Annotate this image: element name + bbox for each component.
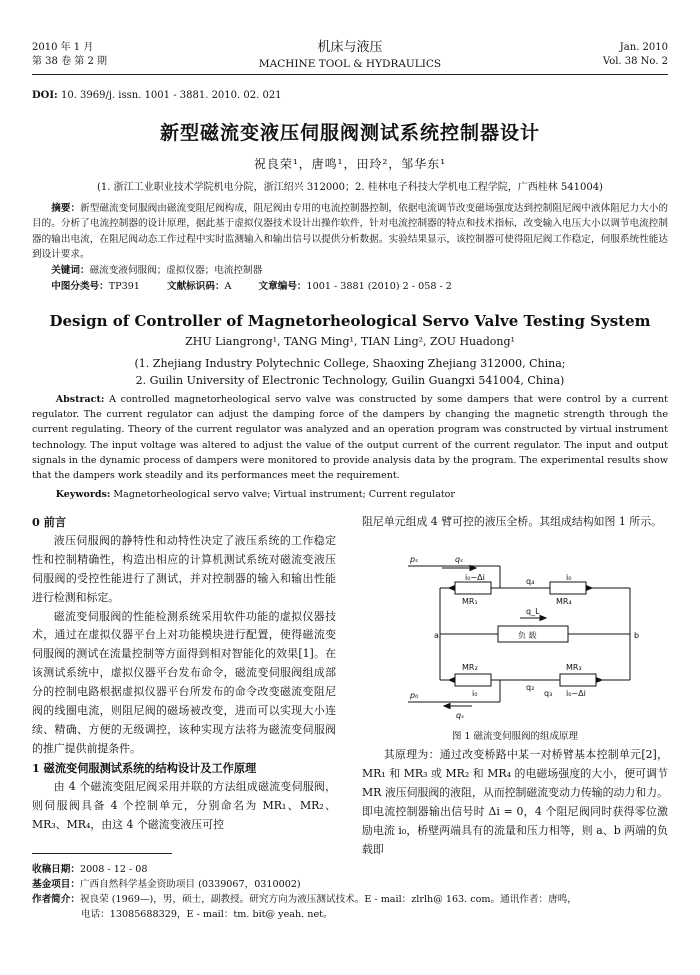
abstract-cn-label: 摘要： xyxy=(51,203,81,214)
header-journal-cn: 机床与液压 xyxy=(317,40,383,55)
authors-cn: 祝良荣¹，唐鸣¹，田玲²，邹华东¹ xyxy=(253,157,447,171)
header-right-line1: Jan. 2010 xyxy=(619,42,668,53)
clc-value: TP391 xyxy=(108,281,140,292)
mr1-block xyxy=(455,582,491,594)
footnote-bio-line2: 电话：13085688329，E - mail：tm. bit@ yeah. net。 xyxy=(81,909,333,920)
doi-value: 10. 3969/j. issn. 1001 - 3881. 2010. 02. 021 xyxy=(60,90,282,101)
section-1-title: 1 磁流变伺服测试系统的结构设计及工作原理 xyxy=(32,760,257,775)
keywords-cn-label: 关键词： xyxy=(51,265,90,276)
label-mr1: MR₁ xyxy=(462,597,478,606)
fund-label: 基金项目： xyxy=(32,879,80,890)
load-arrowhead xyxy=(540,616,546,621)
header-right-line2: Vol. 38 No. 2 xyxy=(602,56,668,67)
label-q4: q₄ xyxy=(526,577,535,586)
classification-cn xyxy=(32,279,668,294)
label-q0: qₛ xyxy=(456,711,465,720)
mr3-block xyxy=(560,674,596,686)
clc-label: 中图分类号： xyxy=(51,281,109,292)
doc-code-value: A xyxy=(224,281,232,292)
footnote-received xyxy=(32,862,668,877)
label-mr3: MR₃ xyxy=(566,663,582,672)
doi-label: DOI: xyxy=(32,90,58,101)
footnote-rule xyxy=(32,853,172,854)
label-q3: q₃ xyxy=(544,689,553,698)
left-column xyxy=(32,513,336,834)
affiliation-en-line2: 2. Guilin University of Electronic Technology, Guilin Guangxi 541004, China) xyxy=(135,374,565,387)
bio-label: 作者简介： xyxy=(32,894,80,905)
right-column-top xyxy=(362,513,668,532)
affiliation-en-line1: (1. Zhejiang Industry Polytechnic College, Shaoxing Zhejiang 312000, China; xyxy=(134,357,566,370)
return-arrowhead xyxy=(444,704,450,709)
right-paragraph-1: 阻尼单元组成 4 臂可控的液压全桥。其组成结构如图 1 所示。 xyxy=(362,515,662,528)
article-no-value: 1001 - 3881 (2010) 2 - 058 - 2 xyxy=(306,281,452,292)
abstract-en-label: Abstract: xyxy=(55,394,105,405)
bio-value: 祝良荣 (1969—)，男，硕士，副教授。研究方向为液压测试技术。E - mail：zlrlh@ 163. com。通讯作者：唐鸣， xyxy=(79,894,577,905)
left-paragraph-1: 液压伺服阀的静特性和动特性决定了液压系统的工作稳定性和控制精确性，构造出相应的计算机测试系统对磁流变液压伺服阀的受控性能进行了测试，并对控制器的输入和输出性能进行检测和标定。 xyxy=(32,533,336,604)
left-paragraph-2: 磁流变伺服阀的性能检测系统采用软件功能的虚拟仪器技术，通过在虚拟仪器平台上对功能模块进行配置，使得磁流变伺服阀的测试在流量控制等方面得到相对智能化的效果[1]。在该测试系统中，虚拟仪器平台发布命令，磁流变伺服阀组成部分的控制电路根据虚拟仪器平台所发布的命令改变磁流变阻尼阀的线圈电流，则阻尼阀的磁场被改变，进而可以实现大小连续、精确、方便的无级调控，该种实现方法将为磁流变伺服阀的推广提供前提条件。 xyxy=(32,609,336,755)
label-i0-bottom: i₀ xyxy=(472,689,478,698)
label-ps: pₛ xyxy=(410,555,419,564)
label-qs: qₛ xyxy=(455,555,464,564)
label-load: 负 载 xyxy=(518,631,537,640)
affiliation-cn: (1. 浙江工业职业技术学院机电分院，浙江绍兴 312000；2. 桂林电子科技大学机电工程学院，广西桂林 541004) xyxy=(97,182,603,193)
abstract-en xyxy=(32,392,668,483)
label-i0-minus-bottom: i₀−Δi xyxy=(566,689,586,698)
label-b: b xyxy=(634,631,640,640)
label-a: a xyxy=(434,631,439,640)
fund-value: 广西自然科学基金资助项目 (0339067，0310002) xyxy=(79,879,301,890)
footnote-fund xyxy=(32,877,668,892)
label-p0: p₀ xyxy=(410,691,419,700)
abstract-cn xyxy=(32,201,668,262)
abstract-en-text: A controlled magnetorheological servo valve was constructed by some dampers that were control by a current regulator. The current regulator can adjust the damping force of the dampers by changing the magnetic strength through the current regulating. Theory of the current regulator was analyzed and an operation program was constructed by virtual instrument technology. The input voltage was altered to adjust the value of the output current of the current regulator. The input and output signals in the dynamic process of dampers were monitored to provide analysis data by the program. The experimental results show that the dampers work steadily and its performances meet the requirement. xyxy=(32,394,668,482)
label-i0-minus-top: i₀−Δi xyxy=(465,573,485,582)
title-cn: 新型磁流变液压伺服阀测试系统控制器设计 xyxy=(159,122,540,144)
received-label: 收稿日期： xyxy=(32,864,80,875)
abstract-cn-text: 新型磁流变伺服阀由磁流变阻尼阀构成，阻尼阀由专用的电流控制器控制，依据电流调节改变磁场强度达到控制阻尼阀中液体阻尼力大小的目的。分析了电流控制器的设计原理，据此基于虚拟仪器技术设计出操作软件，针对电流控制器的特点和技术指标，改变输入电压大小以调节电流控制器的输出电流，在阻尼阀动态工作过程中实时监测输入和输出信号以提供分析数据。实验结果显示，该控制器可使得阻尼阀工作稳定，伺服系统性能达到设计要求。 xyxy=(32,203,669,260)
mr2-block xyxy=(455,674,491,686)
figure-1-bridge-diagram xyxy=(380,550,670,730)
header-left-line1: 2010 年 1 月 xyxy=(32,42,94,53)
title-en: Design of Controller of Magnetorheological Servo Valve Testing System xyxy=(49,312,651,330)
mr4-arrowhead xyxy=(586,586,592,591)
label-q2: q₂ xyxy=(526,683,535,692)
section-0-title: 0 前言 xyxy=(32,515,67,529)
header-journal xyxy=(200,40,500,72)
article-no-label: 文章编号： xyxy=(258,281,307,292)
label-ql: q_L xyxy=(526,607,540,616)
header-rule xyxy=(32,74,668,75)
header-journal-en: MACHINE TOOL & HYDRAULICS xyxy=(258,58,442,70)
label-i0-top: i₀ xyxy=(566,573,572,582)
doc-code-label: 文献标识码： xyxy=(166,281,225,292)
keywords-en-label: Keywords: xyxy=(55,489,111,500)
header-left-line2: 第 38 卷 第 2 期 xyxy=(32,56,107,67)
header-volume xyxy=(603,41,668,69)
label-mr2: MR₂ xyxy=(462,663,478,672)
footnotes xyxy=(32,862,668,922)
affiliation-en xyxy=(0,355,700,389)
mr4-block xyxy=(550,582,586,594)
received-value: 2008 - 12 - 08 xyxy=(79,864,148,875)
right-paragraph-2: 其原理为：通过改变桥路中某一对桥臂基本控制单元[2]，MR₁ 和 MR₃ 或 MR₂ 和 MR₄ 的电磁场强度的大小，便可调节 MR 液压伺服阀的液阻，从而控制磁流变动力传输的动力和力。即电流控制器输出信号时 Δi = 0，4 个阻尼阀同时获得零位激励电流 i₀，桥壁两端具有的流量和压力相等，则 a、b 两端的负载即 xyxy=(362,748,668,856)
keywords-cn xyxy=(32,263,668,278)
mr1-arrowhead xyxy=(449,586,455,591)
left-paragraph-3: 由 4 个磁流变阻尼阀采用并联的方法组成磁流变伺服阀，则伺服阀具备 4 个控制单元，分别命名为 MR₁、MR₂、MR₃、MR₄，由这 4 个磁流变液压可控 xyxy=(32,779,336,831)
label-mr4: MR₄ xyxy=(556,597,572,606)
keywords-cn-text: 磁流变液伺服阀；虚拟仪器；电流控制器 xyxy=(89,265,263,276)
authors-en: ZHU Liangrong¹, TANG Ming¹, TIAN Ling², ZOU Huadong¹ xyxy=(185,335,515,348)
footnote-bio xyxy=(32,892,668,907)
keywords-en-text: Magnetorheological servo valve; Virtual instrument; Current regulator xyxy=(113,489,455,500)
right-column-bottom xyxy=(362,746,668,859)
figure-1-caption: 图 1 磁流变伺服阀的组成原理 xyxy=(451,731,579,742)
mr2-arrowhead xyxy=(449,678,455,683)
doi-line xyxy=(32,90,282,101)
header-date xyxy=(32,41,107,69)
mr3-arrowhead xyxy=(596,678,602,683)
keywords-en xyxy=(32,487,668,502)
